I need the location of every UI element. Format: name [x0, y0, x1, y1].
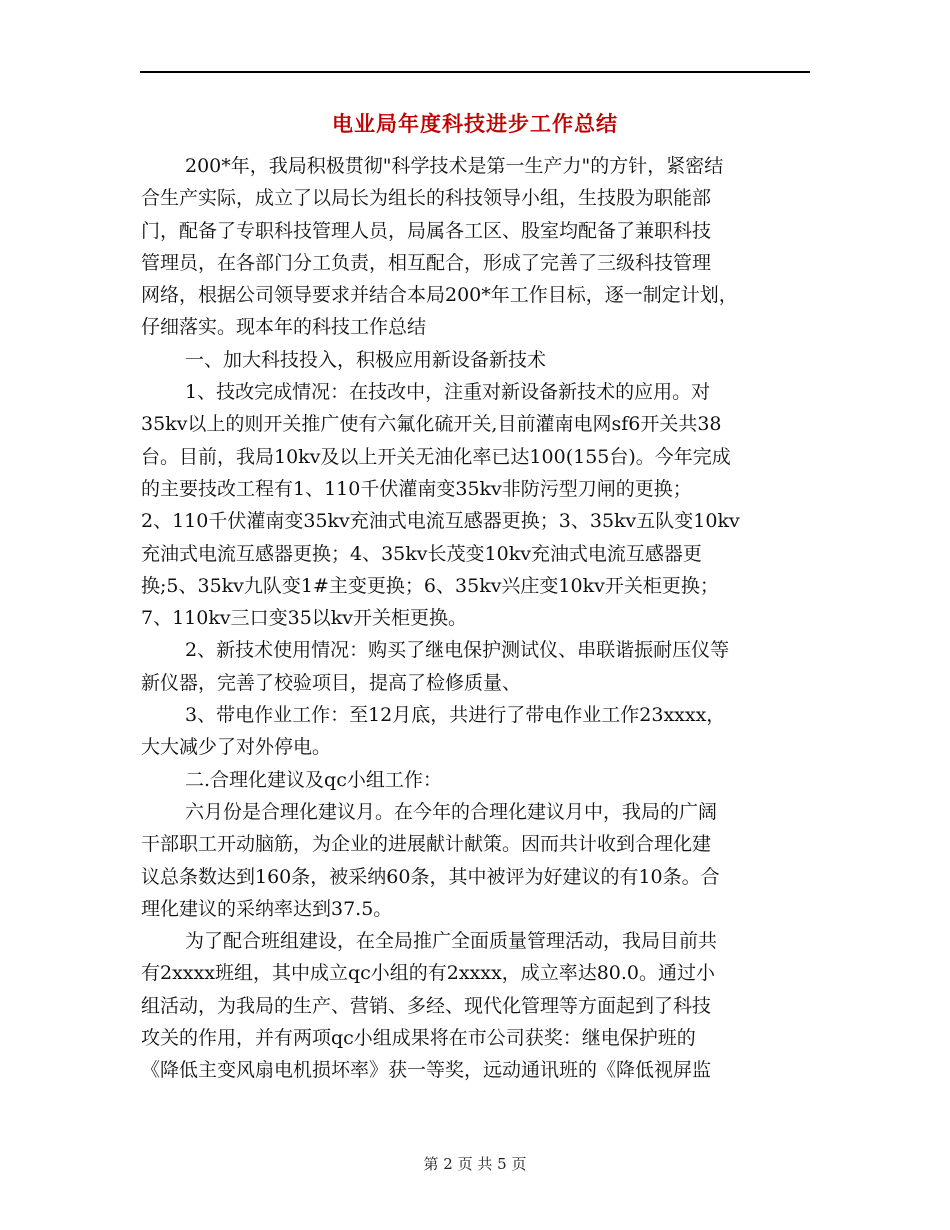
section-heading: 二.合理化建议及qc小组工作：: [185, 768, 442, 791]
body-line: 为了配合班组建设，在全局推广全面质量管理活动，我局目前共: [185, 930, 718, 953]
body-line: 攻关的作用，并有两项qc小组成果将在市公司获奖：继电保护班的: [141, 1027, 696, 1050]
section-heading: 一、加大科技投入，积极应用新设备新技术: [185, 348, 547, 371]
body-line: 2、110千伏灌南变35kv充油式电流互感器更换；3、35kv五队变10kv: [141, 510, 740, 533]
body-line: 干部职工开动脑筋，为企业的进展献计献策。因而共计收到合理化建: [141, 833, 712, 856]
body-line: 合生产实际，成立了以局长为组长的科技领导小组，生技股为职能部: [141, 187, 712, 210]
body-line: 新仪器，完善了校验项目，提高了检修质量、: [141, 671, 522, 694]
body-line: 充油式电流互感器更换；4、35kv长茂变10kv充油式电流互感器更: [141, 542, 702, 565]
body-line: 台。目前，我局10kv及以上开关无油化率已达100(155台)。今年完成: [141, 445, 731, 468]
header-rule: [140, 71, 810, 73]
body-line: 3、带电作业工作：至12月底，共进行了带电作业工作23xxxx，: [185, 704, 726, 727]
body-line: 2、新技术使用情况：购买了继电保护测试仪、串联谐振耐压仪等: [185, 639, 730, 662]
body-line: 门，配备了专职科技管理人员，局属各工区、股室均配备了兼职科技: [141, 219, 712, 242]
body-line: 组活动，为我局的生产、营销、多经、现代化管理等方面起到了科技: [141, 994, 712, 1017]
body-line: 议总条数达到160条，被采纳60条，其中被评为好建议的有10条。合: [141, 865, 720, 888]
body-line: 管理员，在各部门分工负责，相互配合，形成了完善了三级科技管理: [141, 251, 712, 274]
body-line: 六月份是合理化建议月。在今年的合理化建议月中，我局的广阔: [185, 800, 718, 823]
body-line: 理化建议的采纳率达到37.5。: [141, 897, 393, 920]
body-line: 7、110kv三口变35以kv开关柜更换。: [141, 607, 468, 630]
body-line: 《降低主变风扇电机损坏率》获一等奖，远动通讯班的《降低视屏监: [141, 1059, 712, 1082]
body-line: 200*年，我局积极贯彻"科学技术是第一生产力"的方针，紧密结: [185, 155, 724, 177]
body-line: 仔细落实。现本年的科技工作总结: [141, 316, 427, 339]
body-line: 35kv以上的则开关推广使有六氟化硫开关,目前灌南电网sf6开关共38: [141, 413, 722, 436]
body-line: 换;5、35kv九队变1#主变更换；6、35kv兴庄变10kv开关柜更换；: [141, 574, 719, 597]
page-number-footer: 第 2 页 共 5 页: [423, 1155, 527, 1173]
body-line: 的主要技改工程有1、110千伏灌南变35kv非防污型刀闸的更换；: [141, 477, 692, 500]
body-line: 大大减少了对外停电。: [141, 736, 332, 759]
body-line: 有2xxxx班组，其中成立qc小组的有2xxxx，成立率达80.0。通过小: [141, 962, 716, 985]
body-line: 1、技改完成情况：在技改中，注重对新设备新技术的应用。对: [185, 381, 711, 404]
document-title: 电业局年度科技进步工作总结: [332, 111, 618, 136]
document-body: [141, 150, 813, 1087]
body-line: 网络，根据公司领导要求并结合本局200*年工作目标，逐一制定计划，: [141, 284, 738, 307]
